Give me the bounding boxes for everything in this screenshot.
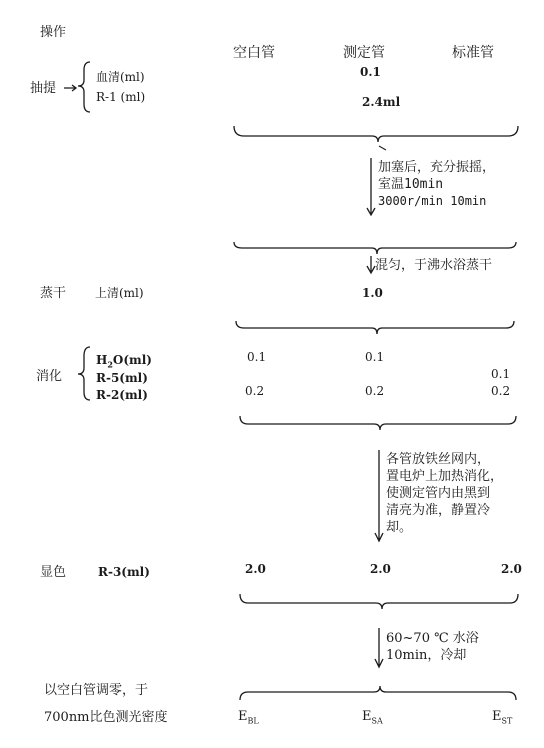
- merge-line-4: [240, 416, 516, 430]
- step3-arrow: [375, 450, 383, 541]
- step3-line: 却。: [386, 520, 413, 535]
- digestion-brace: [78, 347, 90, 400]
- serum-test-value: 0.1: [360, 65, 381, 79]
- step3-line: 使测定管内由黑到: [386, 486, 491, 501]
- step3-line: 置电炉上加热消化，: [386, 469, 504, 484]
- r3-test-value: 2.0: [370, 562, 391, 576]
- r5-standard-value: 0.1: [491, 367, 511, 381]
- step3-line: 清亮为准，静置冷: [386, 503, 491, 518]
- color-label: 显色: [40, 565, 67, 580]
- e-sa-label: $E_{SA}$: [362, 709, 383, 726]
- r3-blank-value: 2.0: [245, 562, 266, 576]
- column-header-blank: 空白管: [233, 45, 275, 61]
- extraction-brace: [78, 62, 90, 112]
- e-st-label: $E_{ST}$: [492, 709, 513, 726]
- step4-arrow: [375, 628, 383, 667]
- supernatant-test-value: 1.0: [362, 286, 383, 300]
- step1-line: 3000r/min 10min: [378, 194, 487, 208]
- r2-blank-value: 0.2: [245, 384, 265, 398]
- step2-note: 混匀，于沸水浴蒸干: [375, 258, 493, 273]
- evaporation-label: 蒸干: [40, 286, 67, 301]
- r1-row-label: R-1 (ml): [96, 90, 146, 104]
- step1-arrow: [367, 158, 375, 215]
- e-bl-label: $E_{BL}$: [238, 709, 259, 726]
- r3-standard-value: 2.0: [501, 562, 522, 576]
- column-header-standard: 标准管: [452, 45, 494, 61]
- extraction-label: 抽提: [30, 81, 57, 96]
- r3-row-label: R-3(ml): [98, 565, 150, 579]
- merge-line-1: [234, 126, 518, 142]
- step4-line: 10min，冷却: [386, 648, 467, 663]
- measure-line-1: 以空白管调零，于: [44, 683, 149, 698]
- step2-arrow: [367, 256, 375, 273]
- merge-line-3: [236, 321, 514, 334]
- serum-row-label: 血清(ml): [96, 70, 145, 84]
- column-header-test: 测定管: [343, 45, 385, 61]
- digestion-label: 消化: [36, 369, 63, 384]
- step1-line: 室温10min: [378, 177, 444, 192]
- r2-standard-value: 0.2: [491, 384, 511, 398]
- extraction-arrow: [64, 85, 76, 91]
- h2o-row-label: $H_2O(ml)$: [96, 353, 152, 370]
- r1-test-value: 2.4ml: [362, 95, 401, 109]
- merge-line-6: [240, 686, 516, 700]
- supernatant-row-label: 上清(ml): [95, 286, 144, 300]
- h2o-test-value: 0.1: [365, 350, 385, 364]
- h2o-blank-value: 0.1: [247, 350, 267, 364]
- step3-line: 各管放铁丝网内，: [386, 452, 491, 467]
- merge-line-2: [234, 242, 516, 254]
- r2-test-value: 0.2: [365, 384, 385, 398]
- r5-row-label: R-5(ml): [96, 371, 148, 385]
- operation-heading: 操作: [40, 25, 67, 40]
- r2-row-label: R-2(ml): [96, 388, 148, 402]
- step1-tick: [379, 146, 386, 150]
- step4-line: 60~70 ℃ 水浴: [386, 631, 479, 646]
- step1-line: 加塞后，充分振摇，: [378, 160, 496, 175]
- measure-line-2: 700nm比色测光密度: [44, 710, 168, 725]
- merge-line-5: [240, 594, 518, 609]
